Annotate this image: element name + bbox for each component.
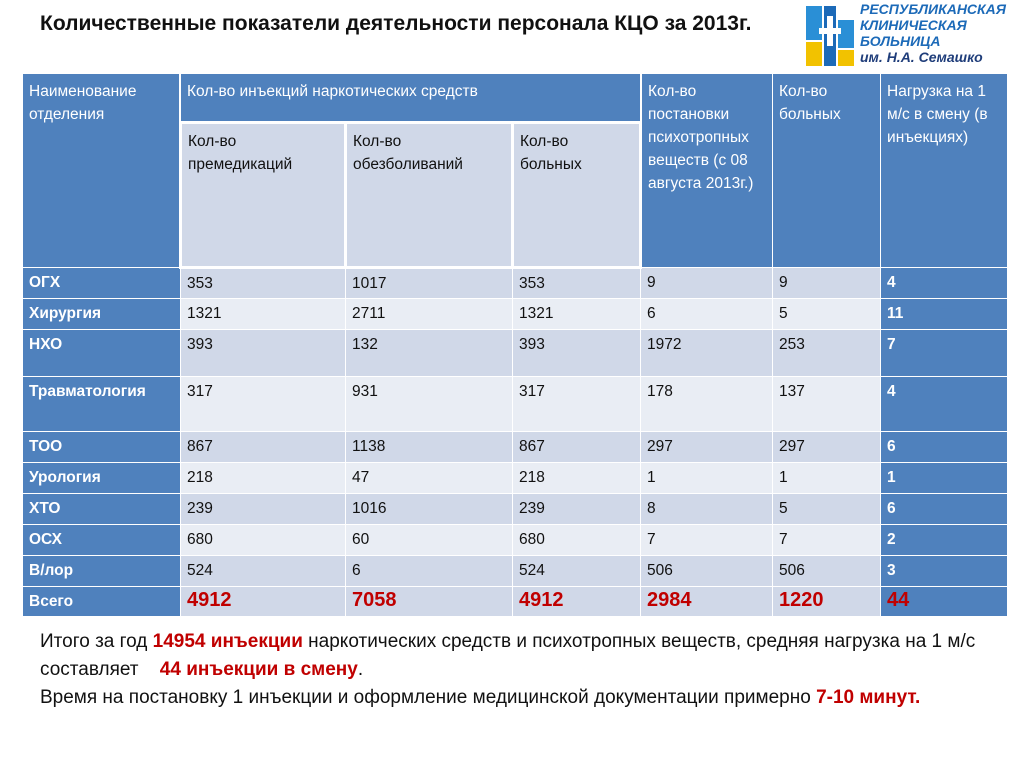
- cell-analgesia: 1138: [346, 432, 513, 463]
- cell-premedication: 524: [181, 556, 346, 587]
- cell-analgesia: 931: [346, 377, 513, 432]
- page-title: Количественные показатели деятельности персонала КЦО за 2013г.: [40, 12, 752, 35]
- cell-load: 6: [881, 494, 1008, 525]
- cell-patients-narcotic: 317: [513, 377, 641, 432]
- cell-analgesia: 1016: [346, 494, 513, 525]
- table-row: [23, 377, 1008, 432]
- row-dept-name: Урология: [23, 463, 181, 494]
- cell-patients-narcotic: 393: [513, 330, 641, 377]
- summary-highlight-load: 44 инъекции в смену: [159, 659, 358, 680]
- total-patients: 1220: [773, 587, 881, 617]
- row-dept-name: В/лор: [23, 556, 181, 587]
- total-label: Всего: [23, 587, 181, 617]
- cell-psychotropic: 1: [641, 463, 773, 494]
- cell-patients-narcotic: 680: [513, 525, 641, 556]
- row-dept-name: ОСХ: [23, 525, 181, 556]
- summary-text-1e: .: [357, 659, 364, 680]
- table-row: [23, 432, 1008, 463]
- total-patients-narcotic: 4912: [513, 587, 641, 617]
- row-dept-name: ХТО: [23, 494, 181, 525]
- header-load: Нагрузка на 1 м/с в смену (в инъекциях): [881, 74, 1008, 268]
- header-narcotic-group: Кол-во инъекций наркотических средств: [181, 74, 641, 123]
- summary-text: [40, 628, 1020, 712]
- cell-patients: 5: [773, 299, 881, 330]
- cell-analgesia: 2711: [346, 299, 513, 330]
- row-dept-name: Хирургия: [23, 299, 181, 330]
- summary-text-1a: Итого за год: [40, 631, 153, 652]
- cell-patients: 7: [773, 525, 881, 556]
- hospital-logo: [800, 0, 1024, 72]
- cell-analgesia: 47: [346, 463, 513, 494]
- summary-highlight-total: 14954 инъекции: [152, 631, 303, 652]
- summary-text-1c: наркотических средств и психотропных веществ, средняя нагрузка на 1 м/с составляет: [40, 631, 976, 680]
- table-row: [23, 268, 1008, 299]
- cell-psychotropic: 1972: [641, 330, 773, 377]
- cell-patients-narcotic: 1321: [513, 299, 641, 330]
- row-dept-name: ТОО: [23, 432, 181, 463]
- header-premedication: Кол-во премедикаций: [181, 123, 346, 268]
- cell-premedication: 393: [181, 330, 346, 377]
- total-row: [23, 587, 1008, 617]
- cell-psychotropic: 178: [641, 377, 773, 432]
- cell-patients-narcotic: 218: [513, 463, 641, 494]
- cell-patients-narcotic: 353: [513, 268, 641, 299]
- cell-patients: 137: [773, 377, 881, 432]
- total-load: 44: [881, 587, 1008, 617]
- row-dept-name: ОГХ: [23, 268, 181, 299]
- summary-paragraph-2: [40, 684, 1020, 712]
- cell-patients: 297: [773, 432, 881, 463]
- logo-line-1: РЕСПУБЛИКАНСКАЯ: [860, 1, 1006, 17]
- cell-patients: 5: [773, 494, 881, 525]
- table-row: [23, 525, 1008, 556]
- table-row: [23, 299, 1008, 330]
- logo-line-2: КЛИНИЧЕСКАЯ: [860, 17, 967, 33]
- cell-load: 2: [881, 525, 1008, 556]
- cell-psychotropic: 297: [641, 432, 773, 463]
- cell-patients: 1: [773, 463, 881, 494]
- total-psychotropic: 2984: [641, 587, 773, 617]
- cell-patients-narcotic: 867: [513, 432, 641, 463]
- cell-analgesia: 60: [346, 525, 513, 556]
- cell-psychotropic: 7: [641, 525, 773, 556]
- table-row: [23, 463, 1008, 494]
- header-row-top: [23, 74, 1008, 123]
- cell-patients-narcotic: 524: [513, 556, 641, 587]
- row-dept-name: Травматология: [23, 377, 181, 432]
- header-analgesia: Кол-во обезболиваний: [346, 123, 513, 268]
- cell-load: 7: [881, 330, 1008, 377]
- summary-paragraph-1: [40, 628, 1020, 684]
- logo-line-4: им. Н.А. Семашко: [860, 49, 983, 65]
- cell-load: 4: [881, 377, 1008, 432]
- total-premedication: 4912: [181, 587, 346, 617]
- cell-patients-narcotic: 239: [513, 494, 641, 525]
- cell-psychotropic: 9: [641, 268, 773, 299]
- cell-analgesia: 132: [346, 330, 513, 377]
- cell-premedication: 680: [181, 525, 346, 556]
- cell-load: 1: [881, 463, 1008, 494]
- total-analgesia: 7058: [346, 587, 513, 617]
- header-patients-narcotic: Кол-во больных: [513, 123, 641, 268]
- cell-analgesia: 1017: [346, 268, 513, 299]
- cell-load: 6: [881, 432, 1008, 463]
- table-row: [23, 556, 1008, 587]
- cell-analgesia: 6: [346, 556, 513, 587]
- cell-load: 11: [881, 299, 1008, 330]
- cell-patients: 253: [773, 330, 881, 377]
- cell-premedication: 218: [181, 463, 346, 494]
- cell-premedication: 867: [181, 432, 346, 463]
- cell-premedication: 239: [181, 494, 346, 525]
- table-row: [23, 330, 1008, 377]
- header-patients: Кол-во больных: [773, 74, 881, 268]
- logo-line-3: БОЛЬНИЦА: [860, 33, 941, 49]
- cell-premedication: 353: [181, 268, 346, 299]
- cell-patients: 506: [773, 556, 881, 587]
- cell-patients: 9: [773, 268, 881, 299]
- header-dept: Наименование отделения: [23, 74, 181, 268]
- staff-activity-table: [22, 73, 1007, 617]
- cell-premedication: 317: [181, 377, 346, 432]
- summary-highlight-time: 7-10 минут.: [816, 687, 921, 708]
- hospital-emblem-icon: [800, 2, 858, 70]
- table-row: [23, 494, 1008, 525]
- summary-text-2a: Время на постановку 1 инъекции и оформление медицинской документации примерно: [40, 687, 817, 708]
- cell-psychotropic: 8: [641, 494, 773, 525]
- cell-psychotropic: 506: [641, 556, 773, 587]
- cell-premedication: 1321: [181, 299, 346, 330]
- cell-psychotropic: 6: [641, 299, 773, 330]
- row-dept-name: НХО: [23, 330, 181, 377]
- header-psychotropic: Кол-во постановки психотропных веществ (с 08 августа 2013г.): [641, 74, 773, 268]
- cell-load: 4: [881, 268, 1008, 299]
- cell-load: 3: [881, 556, 1008, 587]
